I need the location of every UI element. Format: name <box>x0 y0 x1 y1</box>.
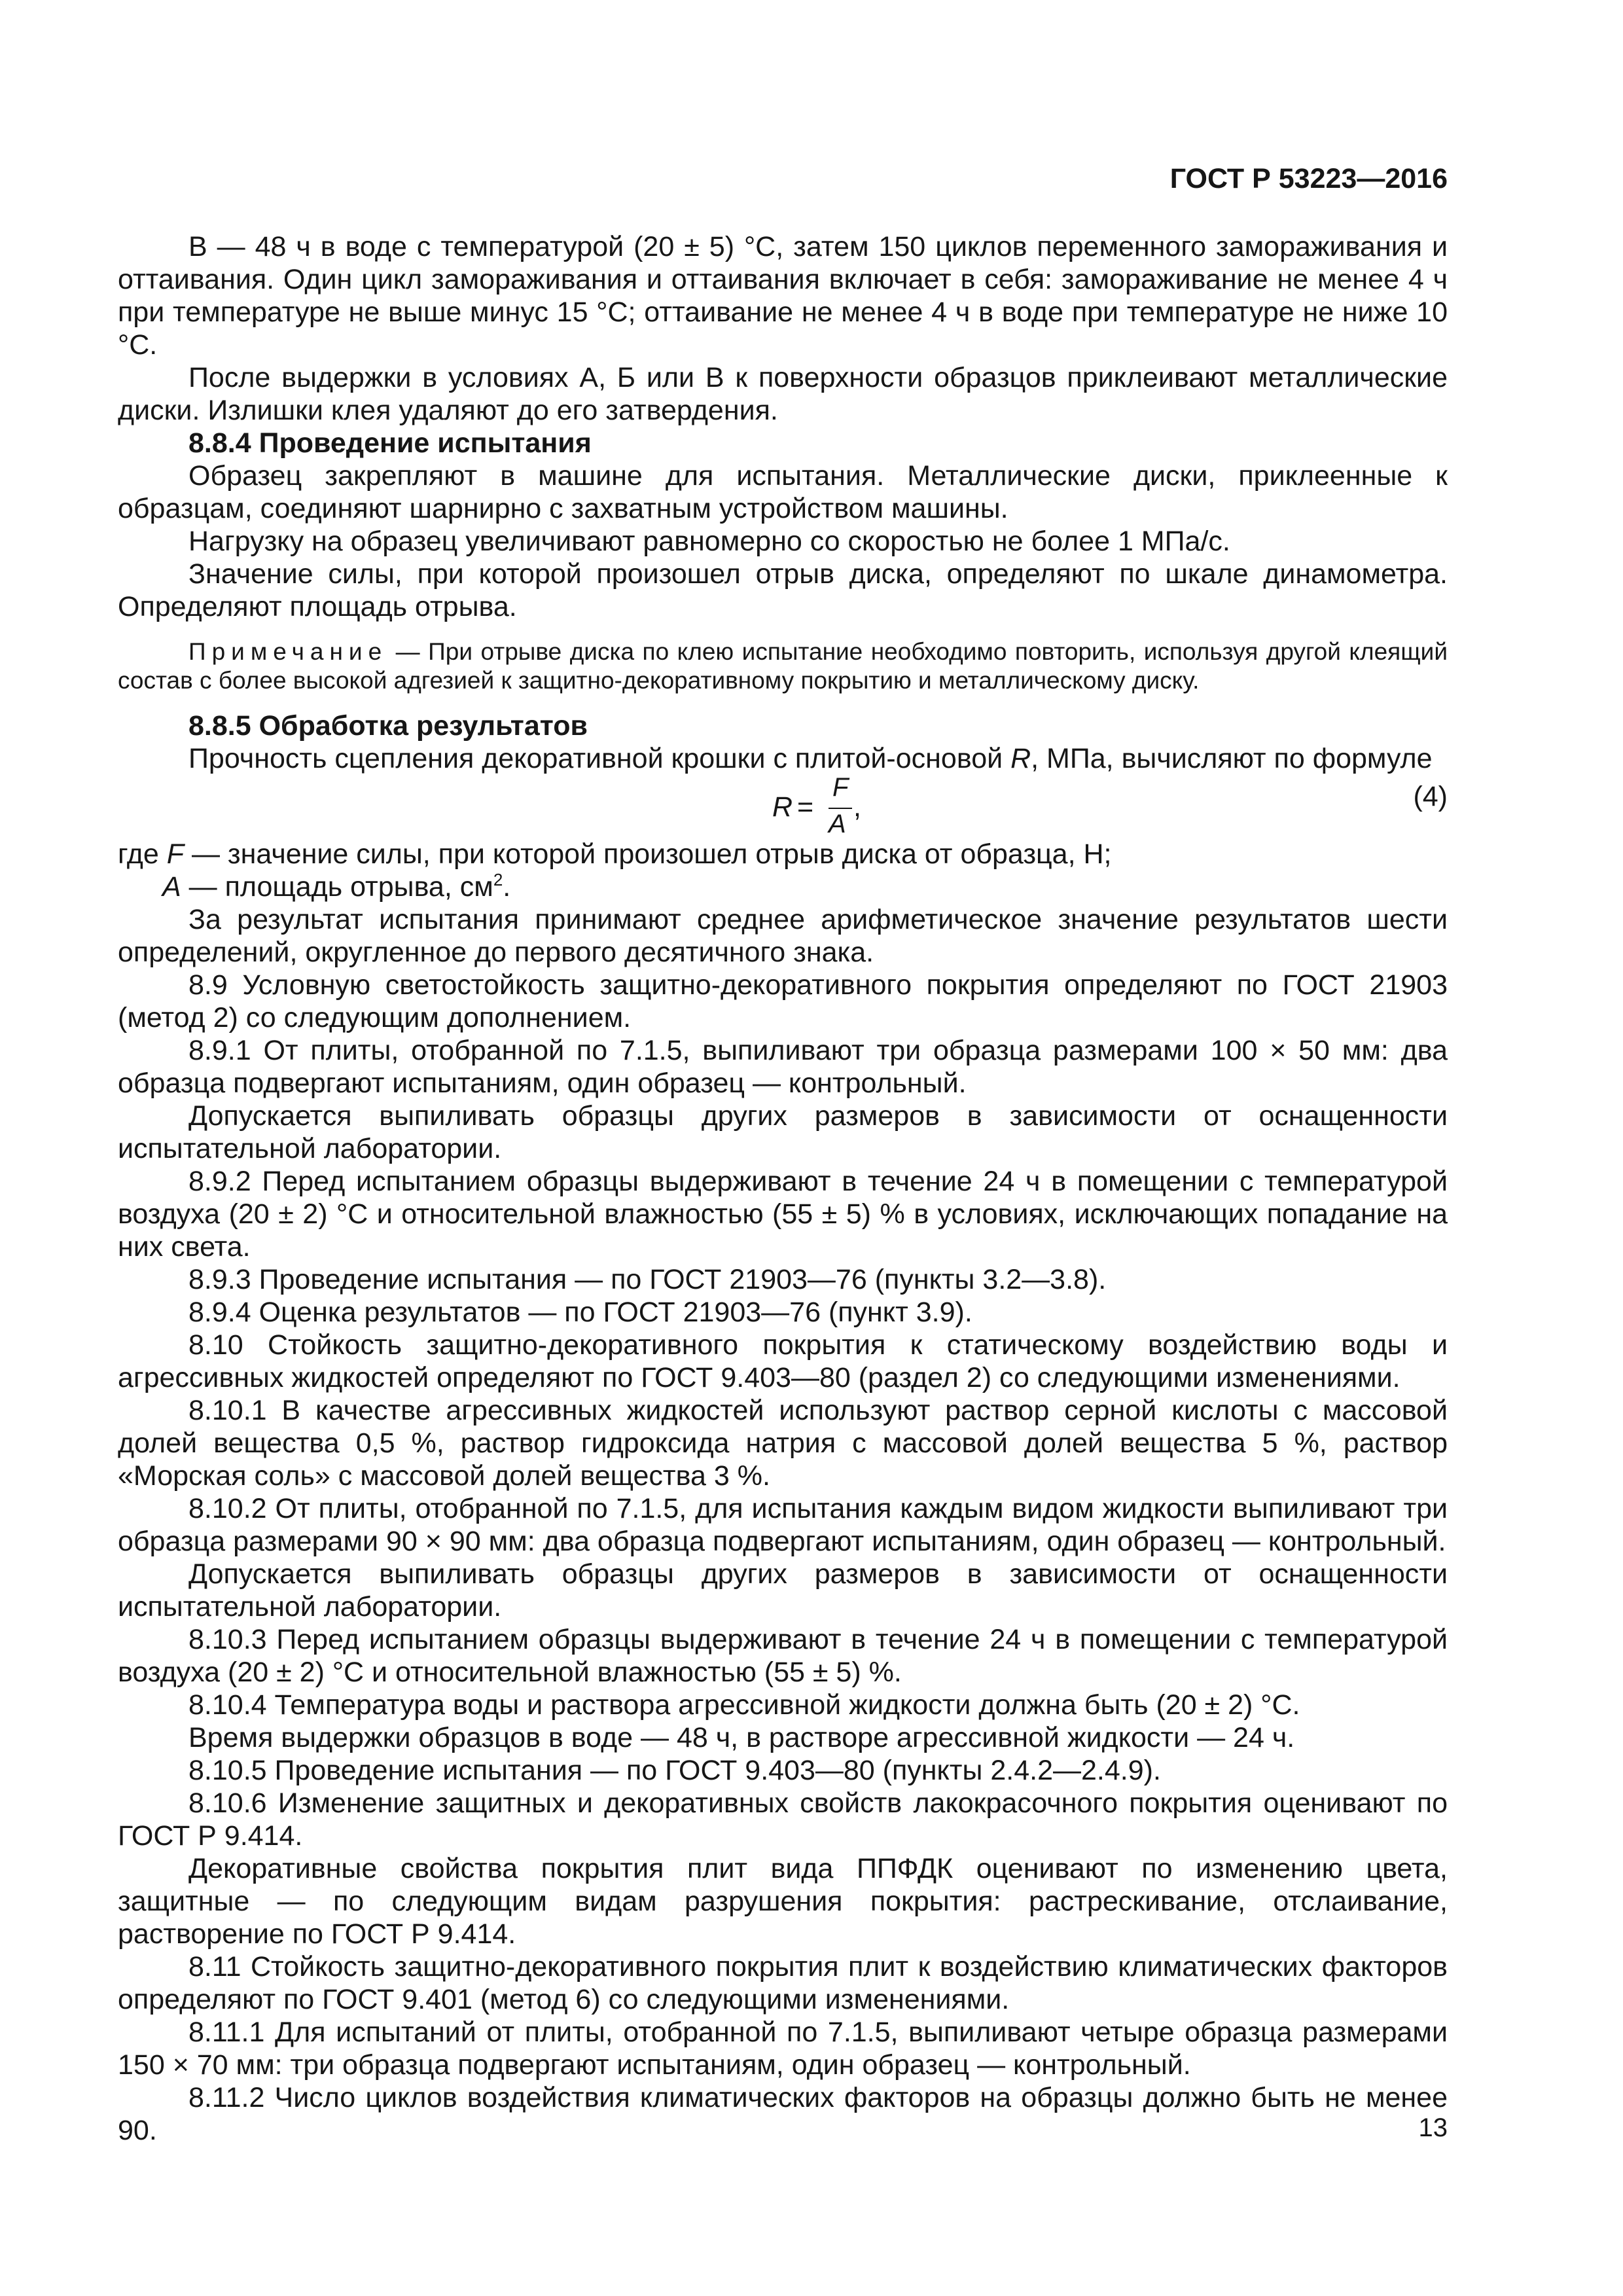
clause-8-10-2: 8.10.2 От плиты, отобранной по 7.1.5, для испытания каждым видом жидкости выпиливают три образца размерами 90 × 90 мм: два образца подвергают испытаниям, один образец — контрольный. <box>118 1493 1448 1557</box>
formula-intro <box>118 742 1448 775</box>
paragraph: Нагрузку на образец увеличивают равномерно со скоростью не более 1 МПа/с. <box>188 526 1230 557</box>
clause-8-9-2: 8.9.2 Перед испытанием образцы выдерживают в течение 24 ч в помещении с температурой воздуха (20 ± 2) °С и относительной влажностью (55 ± 5) % в условиях, исключающих попадание на них света. <box>118 1166 1448 1263</box>
clause-8-10-5: 8.10.5 Проведение испытания — по ГОСТ 9.403—80 (пункты 2.4.2—2.4.9). <box>188 1755 1161 1786</box>
clause-8-10-1: 8.10.1 В качестве агрессивных жидкостей используют раствор серной кислоты с массовой долей вещества 0,5 %, раствор гидроксида натрия с массовой долей вещества 5 %, раствор «Морская соль» с массовой долей вещества 3 %. <box>118 1395 1448 1492</box>
section-heading-8-8-5: 8.8.5 Обработка результатов <box>188 710 588 742</box>
intro-text: Прочность сцепления декоративной крошки с плитой-основой <box>188 743 1011 774</box>
paragraph: Образец закрепляют в машине для испытания. Металлические диски, приклеенные к образцам, соединяют шарнирно с захватным устройством машины. <box>118 460 1448 524</box>
clause-8-10-4: 8.10.4 Температура воды и раствора агрессивной жидкости должна быть (20 ± 2) °С. <box>188 1689 1300 1721</box>
page-number: 13 <box>1418 2113 1448 2142</box>
where-a-end: . <box>503 871 511 903</box>
paragraph: В — 48 ч в воде с температурой (20 ± 5) °С, затем 150 циклов переменного замораживания и оттаивания. Один цикл замораживания и оттаивания включает в себя: замораживание не менее 4 ч при температуре не выше минус 15 °С; оттаивание не менее 4 ч в воде при температуре не ниже 10 °С. <box>118 231 1448 361</box>
intro-text-end: , МПа, вычисляют по формуле <box>1031 743 1433 774</box>
where-a-superscript: 2 <box>493 870 503 889</box>
clause-8-10-6: 8.10.6 Изменение защитных и декоративных свойств лакокрасочного покрытия оценивают по ГОСТ Р 9.414. <box>118 1787 1448 1852</box>
formula-expression <box>772 775 903 838</box>
formula-numerator: F <box>832 773 849 802</box>
document-body <box>118 230 1448 2147</box>
clause-8-11-1: 8.11.1 Для испытаний от плиты, отобранной по 7.1.5, выпиливают четыре образца размерами 150 × 70 мм: три образца подвергают испытаниям, один образец — контрольный. <box>118 2017 1448 2081</box>
standard-designation: ГОСТ Р 53223—2016 <box>1169 163 1448 194</box>
note-label: Примечание <box>188 638 388 665</box>
paragraph: Время выдержки образцов в воде — 48 ч, в растворе агрессивной жидкости — 24 ч. <box>188 1722 1295 1753</box>
formula-number: (4) <box>1413 781 1448 812</box>
formula-equals: = <box>797 791 814 823</box>
clause-8-11: 8.11 Стойкость защитно-декоративного покрытия плит к воздействию климатических факторов определяют по ГОСТ 9.401 (метод 6) со следующими изменениями. <box>118 1951 1448 2015</box>
paragraph: После выдержки в условиях А, Б или В к поверхности образцов приклеивают металлические диски. Излишки клея удаляют до его затвердения. <box>118 362 1448 426</box>
paragraph: Значение силы, при которой произошел отрыв диска, определяют по шкале динамометра. Определяют площадь отрыва. <box>118 558 1448 622</box>
paragraph: Допускается выпиливать образцы других размеров в зависимости от оснащенности испытательной лаборатории. <box>118 1558 1448 1623</box>
formula-denominator: A <box>829 810 846 838</box>
formula-lhs: R <box>772 791 793 823</box>
paragraph: Допускается выпиливать образцы других размеров в зависимости от оснащенности испытательной лаборатории. <box>118 1100 1448 1164</box>
note-text: — При отрыве диска по клею испытание необходимо повторить, используя другой клеящий состав с более высокой адгезией к защитно-декоративному покрытию и металлическому диску. <box>118 638 1448 694</box>
clause-8-10-3: 8.10.3 Перед испытанием образцы выдерживают в течение 24 ч в помещении с температурой воздуха (20 ± 2) °С и относительной влажностью (55 ± 5) %. <box>118 1624 1448 1688</box>
formula-4 <box>118 775 1448 838</box>
note <box>118 637 1448 695</box>
paragraph: За результат испытания принимают среднее арифметическое значение результатов шести определений, округленное до первого десятичного знака. <box>118 904 1448 968</box>
clause-8-10: 8.10 Стойкость защитно-декоративного покрытия к статическому воздействию воды и агрессивных жидкостей определяют по ГОСТ 9.403—80 (раздел 2) со следующими изменениями. <box>118 1329 1448 1393</box>
clause-8-11-2: 8.11.2 Число циклов воздействия климатических факторов на образцы должно быть не менее 90. <box>118 2082 1448 2146</box>
where-f <box>118 838 1448 870</box>
clause-8-9-3: 8.9.3 Проведение испытания — по ГОСТ 21903—76 (пункты 3.2—3.8). <box>188 1264 1107 1295</box>
formula-comma: , <box>853 791 861 823</box>
section-heading-8-8-4: 8.8.4 Проведение испытания <box>188 427 592 459</box>
where-a-text: — площадь отрыва, см <box>181 871 493 903</box>
where-prefix: где <box>118 838 167 870</box>
where-f-variable: F <box>166 838 184 870</box>
where-f-text: — значение силы, при которой произошел отрыв диска от образца, Н; <box>184 838 1112 870</box>
where-a-variable: A <box>162 871 181 903</box>
clause-8-9-4: 8.9.4 Оценка результатов — по ГОСТ 21903—76 (пункт 3.9). <box>188 1297 972 1328</box>
clause-8-9-1: 8.9.1 От плиты, отобранной по 7.1.5, выпиливают три образца размерами 100 × 50 мм: два образца подвергают испытаниям, один образец — контрольный. <box>118 1035 1448 1099</box>
intro-variable: R <box>1010 743 1031 774</box>
paragraph: Декоративные свойства покрытия плит вида ППФДК оценивают по изменению цвета, защитные — по следующим видам разрушения покрытия: растрескивание, отслаивание, растворение по ГОСТ Р 9.414. <box>118 1853 1448 1950</box>
where-a <box>118 870 1448 903</box>
clause-8-9: 8.9 Условную светостойкость защитно-декоративного покрытия определяют по ГОСТ 21903 (метод 2) со следующим дополнением. <box>118 969 1448 1033</box>
